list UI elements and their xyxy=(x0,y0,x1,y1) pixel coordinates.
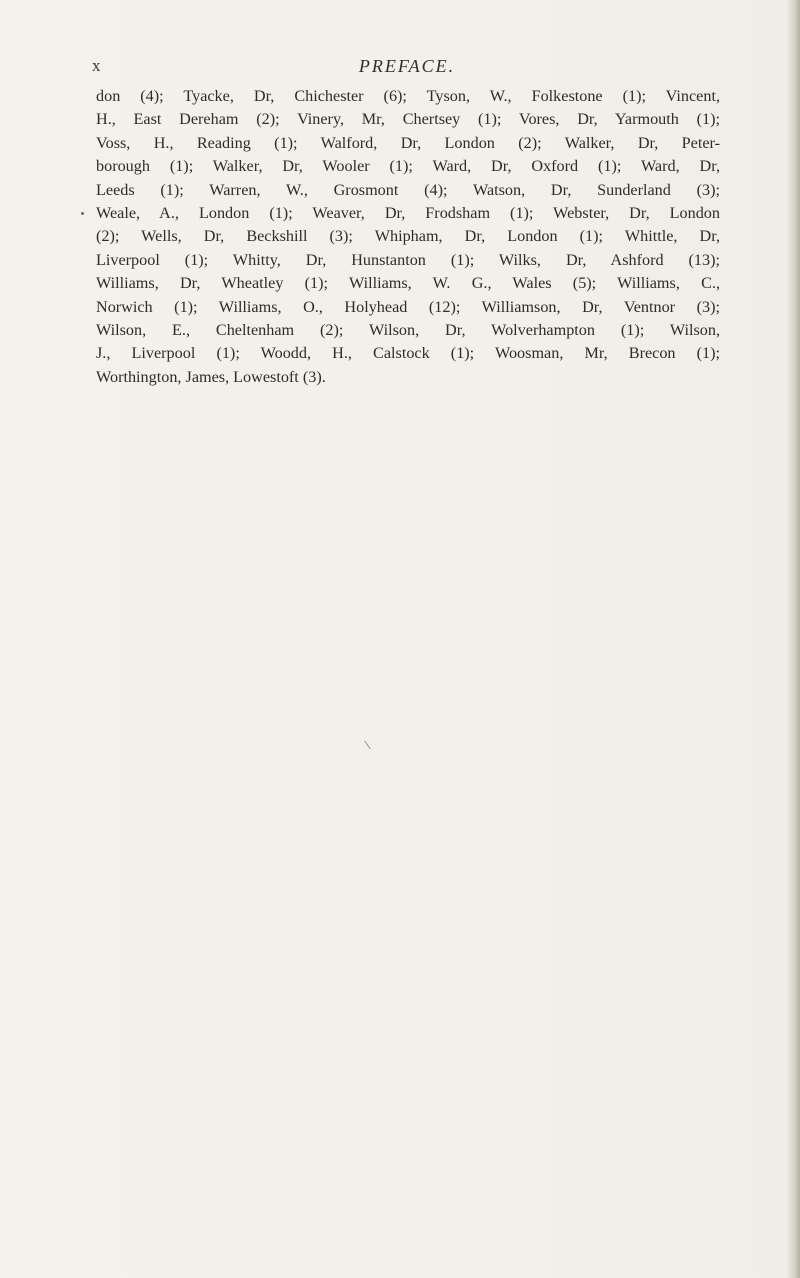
text-line: H., East Dereham (2); Vinery, Mr, Chertsey (1); Vores, Dr, Yarmouth (1); xyxy=(96,110,720,129)
text-line: (2); Wells, Dr, Beckshill (3); Whipham, Dr, London (1); Whittle, Dr, xyxy=(96,227,720,246)
text-line: Weale, A., London (1); Weaver, Dr, Frodsham (1); Webster, Dr, London xyxy=(96,203,720,222)
text-line: J., Liverpool (1); Woodd, H., Calstock (1); Woosman, Mr, Brecon (1); xyxy=(96,344,720,363)
print-speck xyxy=(81,212,84,215)
text-line: Norwich (1); Williams, O., Holyhead (12); Williamson, Dr, Ventnor (3); xyxy=(96,297,720,316)
text-line: Liverpool (1); Whitty, Dr, Hunstanton (1); Wilks, Dr, Ashford (13); xyxy=(96,250,720,269)
page-number: x xyxy=(92,56,101,75)
text-line: Voss, H., Reading (1); Walford, Dr, London (2); Walker, Dr, Peter- xyxy=(96,133,720,152)
page-edge-shadow xyxy=(786,0,800,1278)
text-line: Wilson, E., Cheltenham (2); Wilson, Dr, Wolverhampton (1); Wilson, xyxy=(96,320,720,339)
print-mark xyxy=(364,741,371,750)
page-title: PREFACE. xyxy=(358,56,456,76)
text-line: Williams, Dr, Wheatley (1); Williams, W. G., Wales (5); Williams, C., xyxy=(96,274,720,293)
running-head xyxy=(92,56,722,82)
preface-paragraph xyxy=(96,85,720,389)
text-line: Leeds (1); Warren, W., Grosmont (4); Watson, Dr, Sunderland (3); xyxy=(96,180,720,199)
text-line: don (4); Tyacke, Dr, Chichester (6); Tyson, W., Folkestone (1); Vincent, xyxy=(96,87,720,105)
text-line: borough (1); Walker, Dr, Wooler (1); Ward, Dr, Oxford (1); Ward, Dr, xyxy=(96,157,720,176)
text-line: Worthington, James, Lowestoft (3). xyxy=(96,367,326,386)
